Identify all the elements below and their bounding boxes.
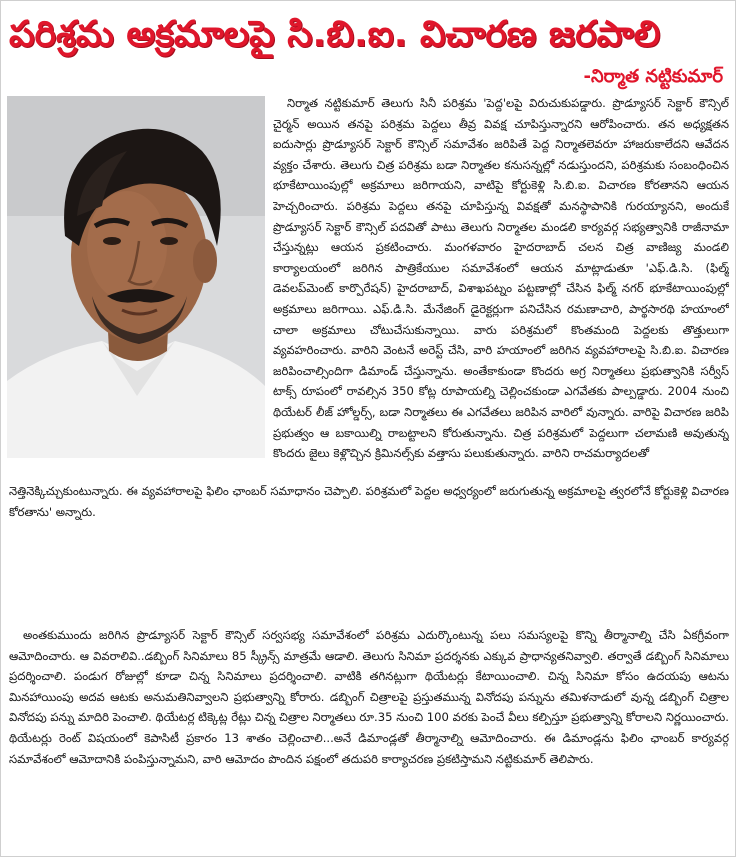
paragraph-1: నిర్మాత నట్టికుమార్ తెలుగు సినీ పరిశ్రమ 'పెద్ద'లపై విరుచుకుపడ్డారు. ప్రొడ్యూసర్ సెక్టార్ కౌన్సిల్ చైర్మన్ అయిన తనపై పరిశ్రమ పెద్దలు తీవ్ర వివక్ష చూపిస్తున్నారని ఆరోపించారు. తన అధ్యక్షతన ఐదుసార్లు ప్రొడ్యూసర్ సెక్టార్ కౌన్సిల్ సమావేశం జరిపితే పెద్ద నిర్మాతలెవరూ హాజరుకాలేదని ఆవేదన వ్యక్తం చేశారు. తెలుగు చిత్ర పరిశ్రమ బడా నిర్మాతల కనుసన్నల్లో నడుస్తుందని, పరిశ్రమకు సంబంధించిన భూకేటాయింపుల్లో అక్రమాలు జరిగాయని, వాటిపై కోర్టుకెళ్లి సి.బి.ఐ. విచారణ కోరతానని ఆయన హెచ్చరించారు. పరిశ్రమ పెద్దలు తనపై చూపిస్తున్న వివక్షతో మనస్థాపానికి గురయ్యానని, అందుకే ప్రొడ్యూసర్ సెక్టార్ కౌన్సిల్ పదవితో పాటు తెలుగు నిర్మాతల మండలి కార్యవర్గ సభ్యత్వానికి రాజీనామా చేస్తున్నట్లు ఆయన ప్రకటించారు. మంగళవారం హైదరాబాద్ చలన చిత్ర వాణిజ్య మండలి కార్యాలయంలో జరిగిన పాత్రికేయుల సమావేశంలో ఆయన మాట్లాడుతూ 'ఎఫ్.డి.సి. (ఫిల్మ్ డెవలప్‌మెంట్ కార్పొరేషన్) హైదరాబాద్, విశాఖపట్నం పట్టణాల్లో చేసిన ఫిల్మ్ నగర్ భూకేటాయింపుల్లో అక్రమాలు జరిగాయి. ఎఫ్.డి.సి. మేనేజింగ్ డైరెక్టర్లుగా పనిచేసిన రమణాచారి, పార్థసారథి హయాంలో చాలా అక్రమాలు చోటుచేసుకున్నాయి. వారు పరిశ్రమలో కొంతమంది పెద్దలకు తొత్తులుగా వ్యవహరించారు. వారిని వెంటనే అరెస్ట్ చేసి, వారి హయాంలో జరిగిన వ్యవహారాలపై సి.బి.ఐ. విచారణ జరిపించాల్సిందిగా డిమాండ్ చేస్తున్నాను. అంతేకాకుండా కొందరు అగ్ర నిర్మాతలు ప్రభుత్వానికి సర్వీస్ టాక్స్ రూపంలో రావల్సిన 350 కోట్ల రూపాయల్ని చెల్లించకుండా ఎగవేతకు పాల్పడ్డారు. 2004 నుంచి థియేటర్ లీజ్ హోల్డర్స్, బడా నిర్మాతలు ఈ ఎగవేతలు జరిపిన వారిలో వున్నారు. వారిపై విచారణ జరిపి ప్రభుత్వం ఆ బకాయిల్ని రాబట్టాలని కోరుతున్నాను. చిత్ర పరిశ్రమలో పెద్దలుగా చలామణి అవుతున్న కొందరు జైలు కెళ్లొచ్చిన క్రిమినల్స్‌కు వత్తాసు పలుకుతున్నారు. వారిని రాచమర్యాదలతో (273, 96, 729, 461)
article-body-column-2 (9, 481, 729, 621)
paragraph-1-continued: నెత్తినెక్కిచ్చుకుంటున్నారు. ఈ వ్యవహారాలపై ఫిలిం ఛాంబర్ సమాధానం చెప్పాలి. పరిశ్రమలో పెద్దల అధ్వర్యంలో జరుగుతున్న అక్రమాలపై త్వరలోనే కోర్టుకెళ్లి విచారణ కోరతాను' అన్నారు. (9, 484, 729, 519)
paragraph-2: అంతకుముందు జరిగిన ప్రొడ్యూసర్ సెక్టార్ కౌన్సిల్ సర్వసభ్య సమావేశంలో పరిశ్రమ ఎదుర్కొంటున్న పలు సమస్యలపై కొన్ని తీర్మానాల్ని చేసి ఏకగ్రీవంగా ఆమోదించారు. ఆ వివరాలివి..డబ్బింగ్ సినిమాలు 85 స్క్రీన్స్ మాత్రమే ఆడాలి. తెలుగు సినిమా ప్రదర్శనకు ఎక్కువ ప్రాధాన్యతనివ్వాలి. తర్వాతే డబ్బింగ్ సినిమాలు ప్రదర్శించాలి. పండుగ రోజుల్లో కూడా చిన్న సినిమాలు ప్రదర్శించాలి. వాటికి తగినట్లుగా థియేటర్లు కేటాయించాలి. చిన్న సినిమా కోసం ఉదయపు ఆటను మినహాయింపు అదవ ఆటకు అనుమతినివ్వాలని ప్రభుత్వాన్ని కోరారు. డబ్బింగ్ చిత్రాలపై ప్రస్తుతమున్న వినోదపు పన్నును తమిళనాడులో వున్న డబ్బింగ్ చిత్రాల వినోదపు పన్ను మాదిరి పెంచాలి. థియేటర్ల టిక్కెట్ల రేట్లు చిన్న చిత్రాల నిర్మాతలు రూ.35 నుంచి 100 వరకు పెంచే వీలు కల్పిస్తూ ప్రభుత్వాన్ని కోరాలని నిర్ణయించారు. థియేటర్లు రెంట్ విషయంలో కెపాసిటీ ప్రకారం 13 శాతం చెల్లించాలి...అనే డిమాండ్లతో తీర్మానాల్ని ఆమోదించారు. ఈ డిమాండ్లను ఫిలిం ఛాంబర్ కార్యవర్గ సమావేశంలో ఆమోదానికి పంపిస్తున్నామని, వారి ఆమోదం పొందిన పక్షంలో తదుపరి కార్యాచరణ ప్రకటిస్తామని నట్టికుమార్ తెలిపారు. (9, 628, 729, 766)
article-body-column-1 (273, 93, 729, 481)
byline: -నిర్మాత నట్టికుమార్ (583, 66, 723, 87)
portrait-illustration (7, 96, 265, 458)
portrait-photo (7, 96, 265, 458)
headline: పరిశ్రమ అక్రమాలపై సి.బి.ఐ. విచారణ జరపాలి (9, 14, 661, 55)
article-body-column-3 (9, 625, 729, 853)
